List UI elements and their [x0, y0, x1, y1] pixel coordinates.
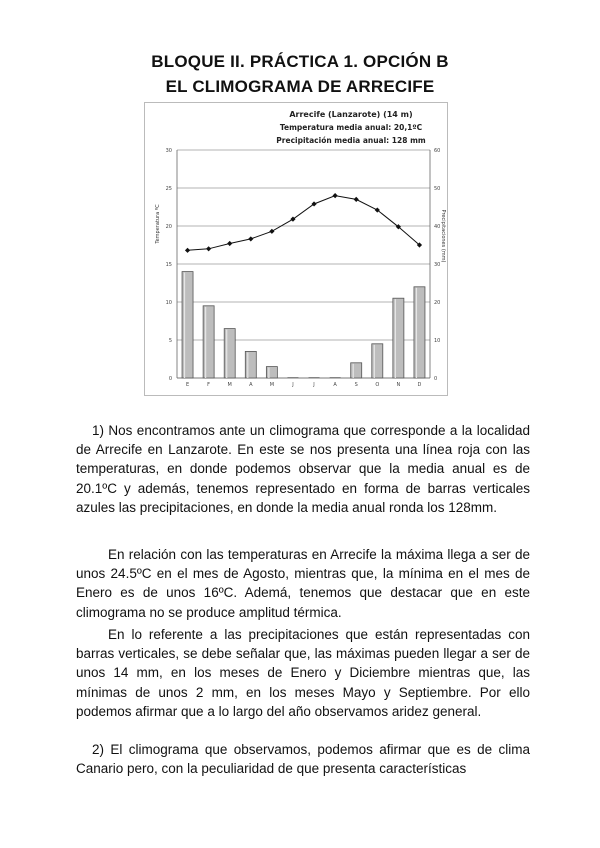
- x-tick-label: E: [185, 382, 190, 388]
- y-left-tick-label: 0: [168, 376, 172, 382]
- y-right-tick-label: 40: [434, 224, 441, 230]
- x-tick-label: A: [249, 382, 253, 388]
- document-title-line-1: BLOQUE II. PRÁCTICA 1. OPCIÓN B: [151, 52, 449, 71]
- climograph-svg: [145, 103, 447, 395]
- precipitation-bar: [203, 306, 214, 378]
- document-title-line-2: EL CLIMOGRAMA DE ARRECIFE: [165, 77, 435, 96]
- temperature-point: [227, 241, 232, 246]
- paragraph-4-text: 2) El climograma que observamos, podemos afirmar que es de clima Canario pero, con la peculiaridad de que presenta características: [76, 742, 530, 777]
- chart-subtitle-precipitation: Precipitación media anual: 128 mm: [276, 136, 426, 145]
- temperature-point: [248, 236, 253, 241]
- temperature-point: [354, 197, 359, 202]
- temperature-line: [188, 196, 420, 251]
- climograph-chart: [144, 102, 448, 396]
- y-right-tick-label: 60: [434, 148, 441, 154]
- x-tick-label: M: [269, 382, 275, 388]
- paragraph-1: [76, 421, 530, 517]
- paragraph-1-text: 1) Nos encontramos ante un climograma que corresponde a la localidad de Arrecife en Lanzarote. En este se nos presenta una línea roja con las temperaturas, en donde podemos observar que la media anual es de 20.1ºC y además, tenemos representado en forma de barras verticales azules las precipitaciones, en donde la media anual ronda los 128mm.: [76, 423, 530, 515]
- x-tick-label: J: [313, 382, 315, 388]
- y-right-tick-label: 50: [434, 186, 441, 192]
- y-left-tick-label: 5: [168, 338, 172, 344]
- temperature-point: [185, 248, 190, 253]
- y-left-tick-label: 25: [165, 186, 172, 192]
- precipitation-bar: [351, 363, 362, 378]
- precipitation-bar: [372, 344, 383, 378]
- x-tick-label: F: [207, 382, 211, 388]
- paragraph-2: [76, 545, 530, 622]
- y-right-tick-label: 0: [434, 376, 438, 382]
- x-tick-label: A: [333, 382, 337, 388]
- y-left-axis-label: Temperatura ºC: [155, 204, 161, 244]
- y-left-tick-label: 20: [165, 224, 172, 230]
- precipitation-bar: [224, 329, 235, 378]
- y-right-axis-label: Precipitaciones (mm): [440, 209, 446, 263]
- y-right-tick-label: 30: [434, 262, 441, 268]
- x-tick-label: J: [292, 382, 294, 388]
- temperature-point: [206, 246, 211, 251]
- y-left-tick-label: 10: [165, 300, 172, 306]
- paragraph-2-text: En relación con las temperaturas en Arrecife la máxima llega a ser de unos 24.5ºC en el mes de Agosto, mientras que, la mínima en el mes de Enero es de unos 16ºC. Ademá, tenemos que destacar que en este climograma no se produce amplitud térmica.: [76, 547, 530, 620]
- x-tick-label: S: [354, 382, 358, 388]
- paragraph-3: [76, 625, 530, 721]
- chart-subtitle-temperature: Temperatura media anual: 20,1ºC: [279, 123, 423, 132]
- y-left-tick-label: 15: [165, 262, 172, 268]
- x-tick-label: M: [227, 382, 232, 388]
- precipitation-bar: [182, 272, 193, 378]
- precipitation-bar: [266, 367, 277, 378]
- precipitation-bar: [245, 351, 256, 378]
- precipitation-bar: [393, 298, 404, 378]
- paragraph-4: [76, 740, 530, 778]
- chart-title: Arrecife (Lanzarote) (14 m): [289, 110, 413, 119]
- y-right-tick-label: 20: [434, 300, 441, 306]
- x-tick-label: N: [396, 382, 401, 388]
- y-left-tick-label: 30: [165, 148, 172, 154]
- temperature-point: [333, 193, 338, 198]
- temperature-point: [269, 229, 274, 234]
- x-tick-label: D: [417, 382, 422, 388]
- precipitation-bar: [414, 287, 425, 378]
- y-right-tick-label: 10: [434, 338, 441, 344]
- x-tick-label: O: [375, 382, 380, 388]
- paragraph-3-text: En lo referente a las precipitaciones que están representadas con barras verticales, se debe señalar que, las máximas pueden llegar a ser de unos 14 mm, en los meses de Enero y Diciembre mientras que, las mínimas de unos 2 mm, en los meses Mayo y Septiembre. Por ello podemos afirmar que a lo largo del año observamos aridez general.: [76, 627, 530, 719]
